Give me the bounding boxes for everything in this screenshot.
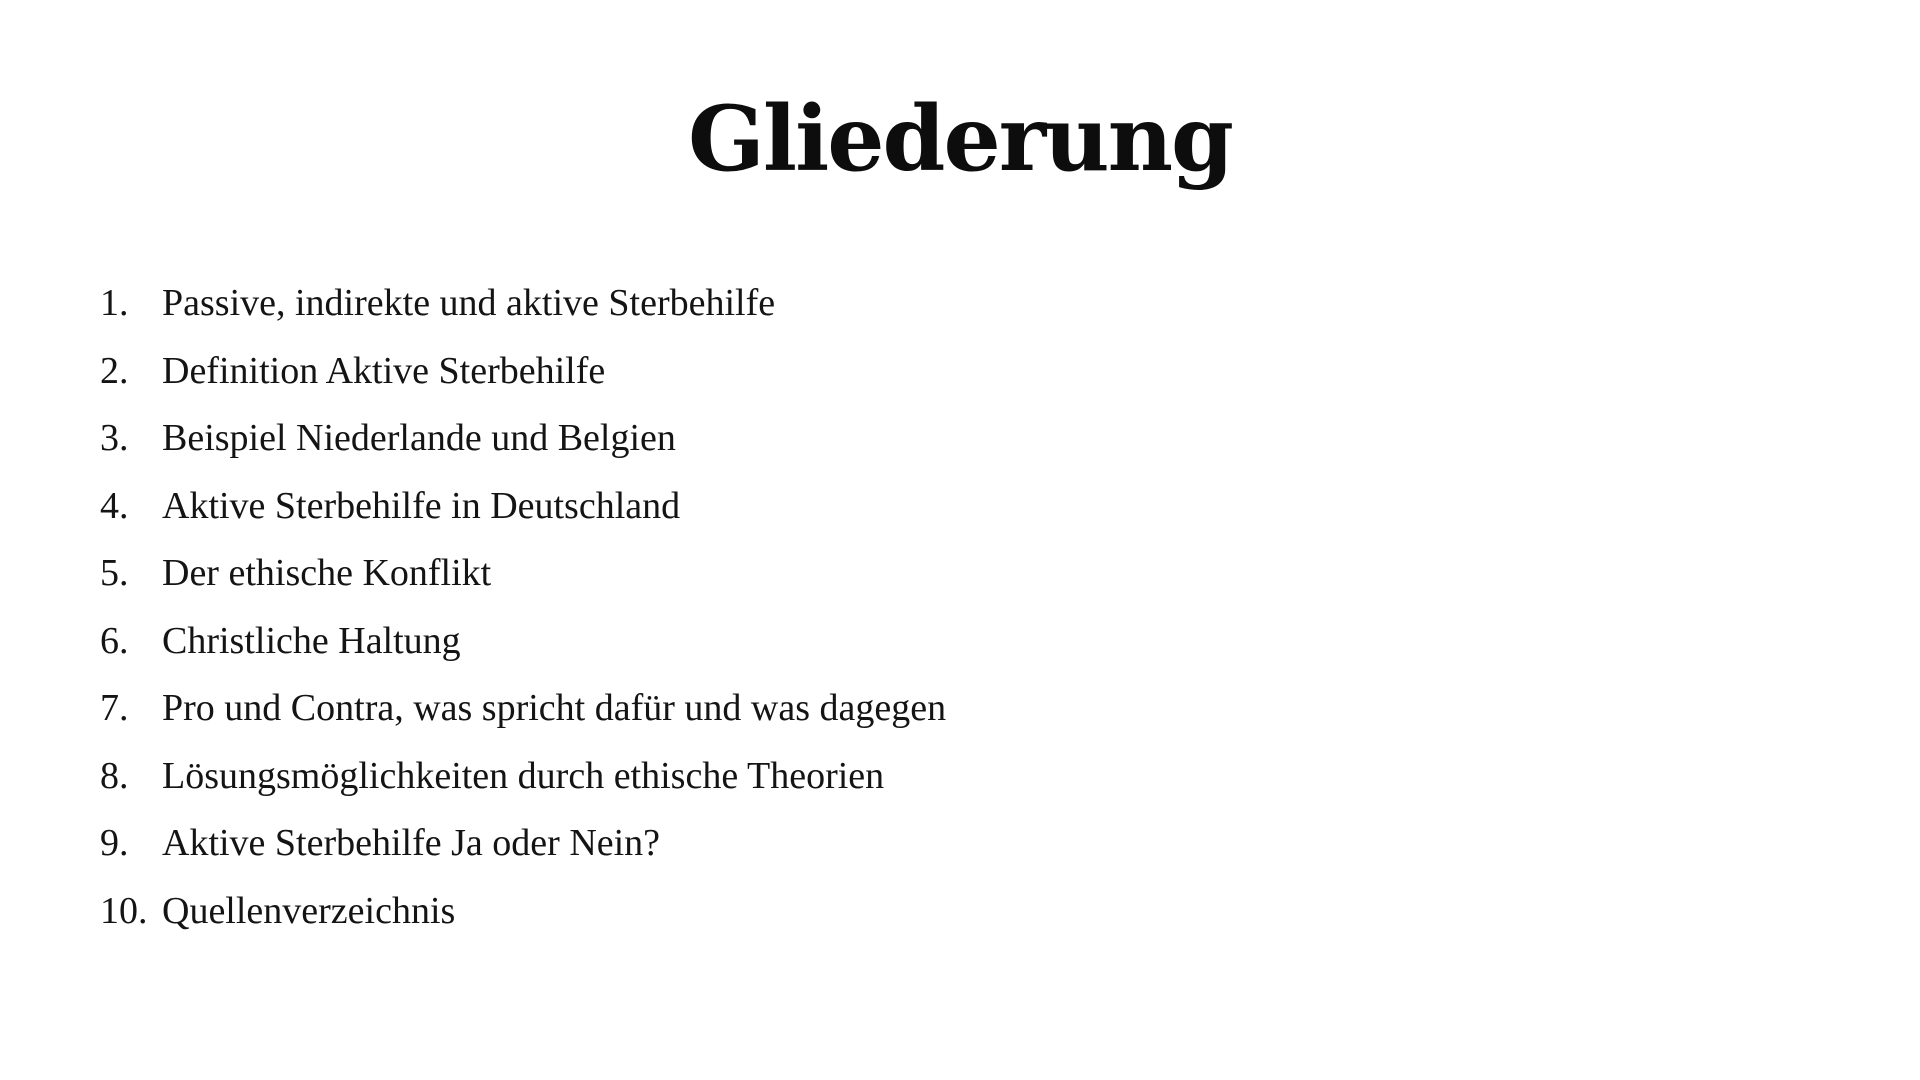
item-text: Definition Aktive Sterbehilfe [162, 349, 606, 392]
item-number: 4. [100, 484, 129, 527]
item-number: 3. [100, 417, 129, 459]
item-number: 7. [100, 687, 129, 729]
outline-item-2 [100, 344, 946, 412]
outline-item-9 [100, 816, 946, 884]
item-number: 10. [100, 889, 148, 932]
outline-item-4 [100, 479, 946, 547]
item-number: 2. [100, 349, 129, 392]
outline-item-5 [100, 546, 946, 614]
item-number: 1. [100, 282, 129, 324]
item-text: Beispiel Niederlande und Belgien [162, 417, 676, 459]
outline-item-6 [100, 614, 946, 682]
item-number: 6. [100, 619, 129, 662]
item-text: Christliche Haltung [162, 619, 461, 662]
item-text: Pro und Contra, was spricht dafür und was dagegen [162, 687, 947, 729]
outline-item-3 [100, 411, 946, 479]
item-number: 9. [100, 822, 129, 864]
item-text: Aktive Sterbehilfe in Deutschland [162, 484, 681, 527]
item-text: Passive, indirekte und aktive Sterbehilfe [162, 282, 776, 324]
slide-title: Gliederung [688, 86, 1232, 192]
item-text: Der ethische Konflikt [162, 552, 492, 594]
item-text: Aktive Sterbehilfe Ja oder Nein? [162, 822, 661, 864]
outline-item-1 [100, 276, 946, 344]
outline-item-7 [100, 681, 946, 749]
item-number: 8. [100, 754, 129, 797]
item-text: Lösungsmöglichkeiten durch ethische Theorien [162, 754, 885, 797]
outline-list [100, 276, 946, 951]
item-number: 5. [100, 552, 129, 594]
outline-item-8 [100, 749, 946, 817]
outline-item-10 [100, 884, 946, 952]
item-text: Quellenverzeichnis [162, 889, 456, 932]
